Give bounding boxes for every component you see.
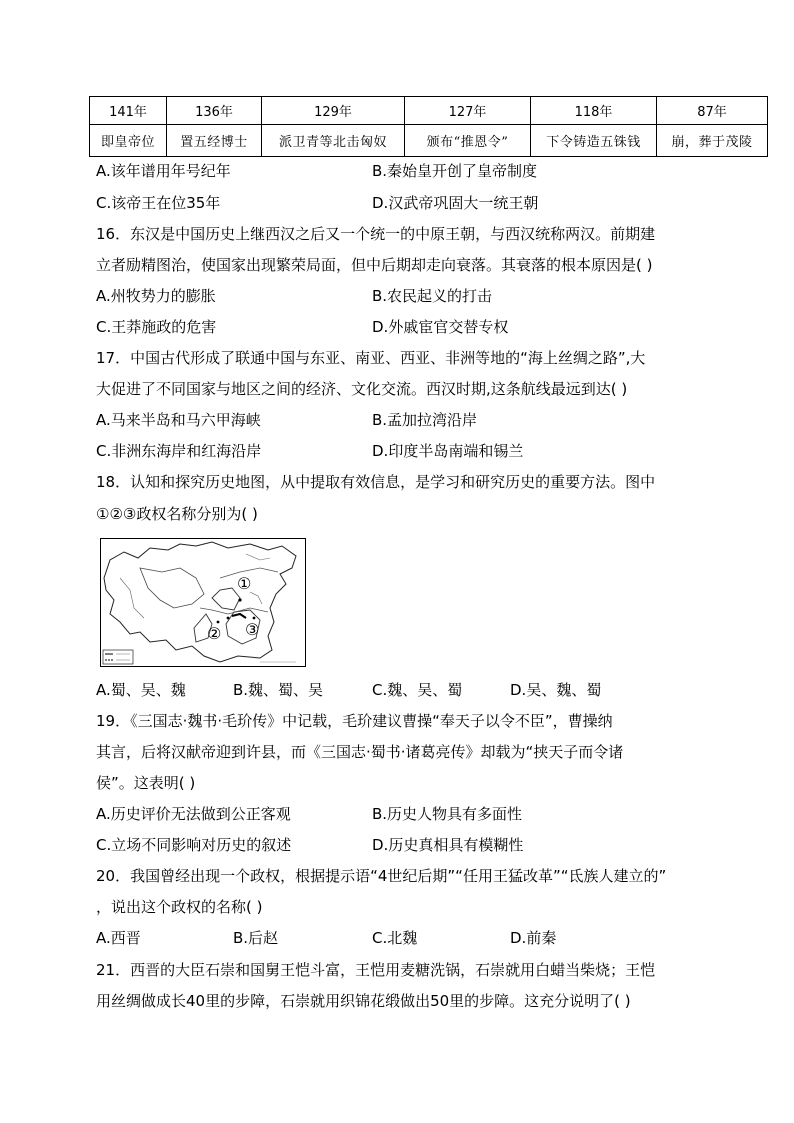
q20-stem-line: 20．我国曾经出现一个政权，根据提示语“4世纪后期”“任用王猛改革”“氐族人建立的”: [96, 867, 667, 885]
q18-option-c[interactable]: C.魏、吴、蜀: [372, 681, 463, 699]
q18-option-a[interactable]: A.蜀、吴、魏: [96, 681, 186, 699]
timeline-table: [89, 96, 768, 157]
q18-option-d[interactable]: D.吴、魏、蜀: [510, 681, 602, 699]
q17-stem-line: 大促进了不同国家与地区之间的经济、文化交流。西汉时期,这条航线最远到达( ): [96, 380, 628, 398]
timeline-year-row: [90, 97, 768, 125]
map-label-3: ③: [245, 620, 260, 639]
q19-option-c[interactable]: C.立场不同影响对历史的叙述: [96, 836, 292, 854]
q16-stem-line: 立者励精图治，使国家出现繁荣局面，但中后期却走向衰落。其衰落的根本原因是( ): [96, 256, 653, 274]
q19-stem-line: 其言，后将汉献帝迎到许县，而《三国志·蜀书·诸葛亮传》却载为“挟天子而令诸: [96, 743, 624, 761]
timeline-event: 即皇帝位: [90, 125, 167, 157]
q15-option-c[interactable]: C.该帝王在位35年: [96, 194, 221, 212]
timeline-year: 141年: [90, 97, 167, 125]
q19-option-d[interactable]: D.历史真相具有模糊性: [372, 836, 524, 854]
q18-option-b[interactable]: B.魏、蜀、吴: [233, 681, 324, 699]
timeline-event: 崩，葬于茂陵: [657, 125, 768, 157]
q15-option-a[interactable]: A.该年谱用年号纪年: [96, 162, 231, 180]
q15-option-b[interactable]: B.秦始皇开创了皇帝制度: [372, 162, 538, 180]
timeline-event: 颁布“推恩令”: [405, 125, 531, 157]
q16-option-a[interactable]: A.州牧势力的膨胀: [96, 287, 216, 305]
timeline-event-row: [90, 125, 768, 157]
q16-option-d[interactable]: D.外戚宦官交替专权: [372, 318, 509, 336]
q19-stem-line: 侯”。这表明( ): [96, 774, 196, 792]
q21-stem-line: 21．西晋的大臣石崇和国舅王恺斗富，王恺用麦糖洗锅，石崇就用白蜡当柴烧；王恺: [96, 961, 656, 979]
q16-option-c[interactable]: C.王莽施政的危害: [96, 318, 217, 336]
three-kingdoms-map: [100, 538, 306, 667]
q17-option-c[interactable]: C.非洲东海岸和红海沿岸: [96, 442, 262, 460]
q17-option-a[interactable]: A.马来半岛和马六甲海峡: [96, 411, 261, 429]
q17-option-d[interactable]: D.印度半岛南端和锡兰: [372, 442, 524, 460]
q19-option-a[interactable]: A.历史评价无法做到公正客观: [96, 805, 291, 823]
timeline-event: 下令铸造五铢钱: [531, 125, 657, 157]
q20-option-a[interactable]: A.西晋: [96, 929, 141, 947]
q18-stem-line: 18．认知和探究历史地图，从中提取有效信息，是学习和研究历史的重要方法。图中: [96, 473, 656, 491]
q20-option-c[interactable]: C.北魏: [372, 929, 418, 947]
q20-option-d[interactable]: D.前秦: [510, 929, 557, 947]
map-label-2: ②: [207, 624, 222, 643]
q20-option-b[interactable]: B.后赵: [233, 929, 279, 947]
q17-stem-line: 17．中国古代形成了联通中国与东亚、南亚、西亚、非洲等地的“海上丝绸之路”,大: [96, 349, 646, 367]
timeline-event: 派卫青等北击匈奴: [262, 125, 405, 157]
q16-stem-line: 16．东汉是中国历史上继西汉之后又一个统一的中原王朝，与西汉统称两汉。前期建: [96, 225, 656, 243]
timeline-year: 118年: [531, 97, 657, 125]
q15-option-d[interactable]: D.汉武帝巩固大一统王朝: [372, 194, 539, 212]
timeline-year: 127年: [405, 97, 531, 125]
q16-option-b[interactable]: B.农民起义的打击: [372, 287, 493, 305]
q18-stem-line: ①②③政权名称分别为( ): [96, 505, 258, 523]
q17-option-b[interactable]: B.孟加拉湾沿岸: [372, 411, 478, 429]
timeline-year: 87年: [657, 97, 768, 125]
timeline-event: 置五经博士: [167, 125, 262, 157]
q21-stem-line: 用丝绸做成长40里的步障，石崇就用织锦花缎做出50里的步障。这充分说明了( ): [96, 992, 631, 1010]
timeline-year: 136年: [167, 97, 262, 125]
map-label-1: ①: [237, 574, 252, 593]
q20-stem-line: ，说出这个政权的名称( ): [96, 898, 263, 916]
q19-stem-line: 19．《三国志·魏书·毛玠传》中记载，毛玠建议曹操“奉天子以令不臣”，曹操纳: [96, 712, 613, 730]
q19-option-b[interactable]: B.历史人物具有多面性: [372, 805, 523, 823]
timeline-year: 129年: [262, 97, 405, 125]
